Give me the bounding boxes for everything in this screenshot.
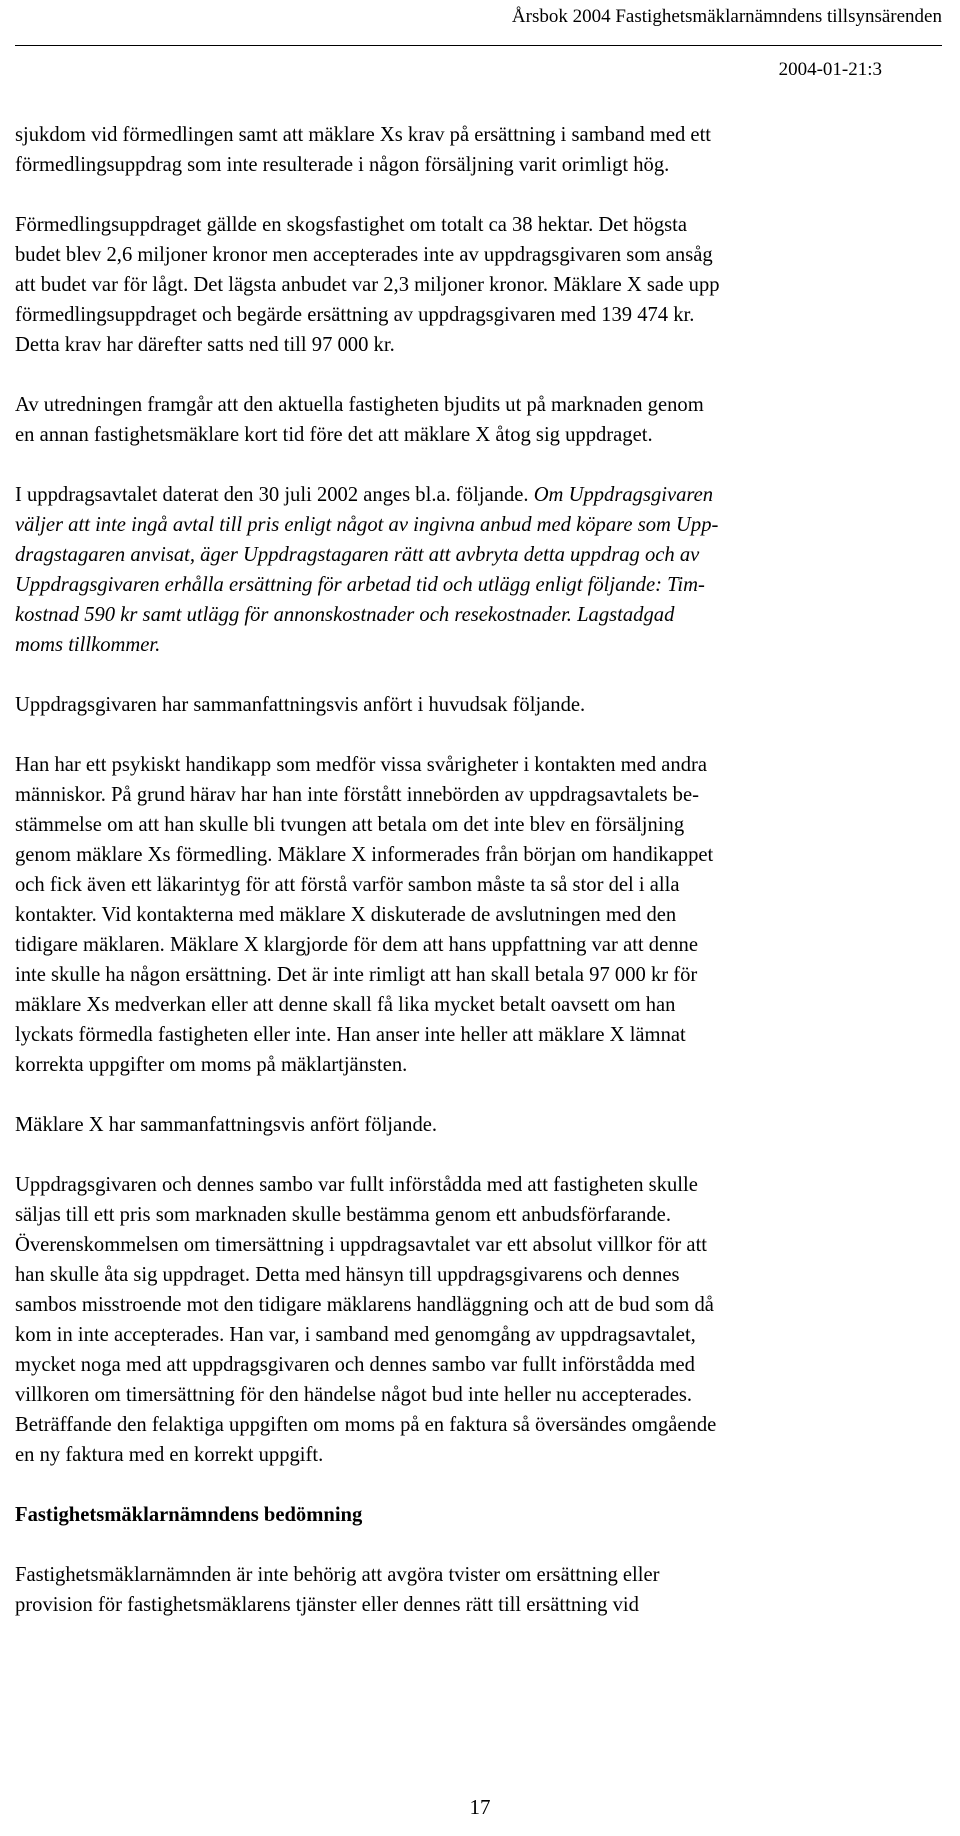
text-line: genom mäklare Xs förmedling. Mäklare X informerades från början om handikappet	[15, 844, 714, 866]
text-line: Han har ett psykiskt handikapp som medför vissa svårigheter i kontakten med andra	[15, 754, 708, 776]
text-line: budet blev 2,6 miljoner kronor men accepterades inte av uppdragsgivaren som ansåg	[15, 244, 713, 266]
text-line: Beträffande den felaktiga uppgiften om moms på en faktura så översändes omgående	[15, 1414, 717, 1436]
document-body	[15, 120, 950, 1650]
paragraph-assignment-facts	[15, 210, 950, 360]
quote-line: väljer att inte ingå avtal till pris enligt något av ingivna anbud med köpare som Upp-	[15, 514, 719, 536]
text-line: Uppdragsgivaren har sammanfattningsvis anfört i huvudsak följande.	[15, 694, 586, 716]
text-line: Överenskommelsen om timersättning i uppdragsavtalet var ett absolut villkor för att	[15, 1234, 708, 1256]
text-line: människor. På grund härav har han inte förstått innebörden av uppdragsavtalets be-	[15, 784, 699, 806]
text-line: stämmelse om att han skulle bli tvungen att betala om det inte blev en försäljning	[15, 814, 685, 836]
text-line: Uppdragsgivaren och dennes sambo var fullt införstådda med att fastigheten skulle	[15, 1174, 698, 1196]
paragraph-client-position	[15, 750, 950, 1080]
text-line: en ny faktura med en korrekt uppgift.	[15, 1444, 324, 1466]
contract-quote	[15, 484, 718, 656]
text-line: kontakter. Vid kontakterna med mäklare X diskuterade de avslutningen med den	[15, 904, 677, 926]
paragraph-investigation	[15, 390, 950, 450]
text-line: en annan fastighetsmäklare kort tid före det att mäklare X åtog sig uppdraget.	[15, 424, 653, 446]
quote-line: kostnad 590 kr samt utlägg för annonskostnader och resekostnader. Lagstadgad	[15, 604, 675, 626]
text-line: sambos misstroende mot den tidigare mäklarens handläggning och att de bud som då	[15, 1294, 714, 1316]
quote-line: Uppdragsgivaren erhålla ersättning för arbetad tid och utlägg enligt följande: Tim-	[15, 574, 705, 596]
text-line: mycket noga med att uppdragsgivaren och dennes sambo var fullt införstådda med	[15, 1354, 695, 1376]
quote-line: moms tillkommer.	[15, 634, 161, 656]
text-line: inte skulle ha någon ersättning. Det är inte rimligt att han skall betala 97 000 kr för	[15, 964, 698, 986]
paragraph-broker-intro	[15, 1110, 950, 1140]
text-line: kom in inte accepterades. Han var, i samband med genomgång av uppdragsavtalet,	[15, 1324, 696, 1346]
page-number: 17	[469, 1795, 491, 1819]
text-line: korrekta uppgifter om moms på mäklartjänsten.	[15, 1054, 408, 1076]
case-number: 2004-01-21:3	[778, 59, 882, 80]
text-line: säljas till ett pris som marknaden skulle bestämma genom ett anbudsförfarande.	[15, 1204, 671, 1226]
section-heading-assessment	[15, 1500, 950, 1530]
text-line: tidigare mäklaren. Mäklare X klargjorde för dem att hans uppfattning var att denne	[15, 934, 698, 956]
text-line: provision för fastighetsmäklarens tjänster eller dennes rätt till ersättning vid	[15, 1594, 639, 1616]
quote-line: Om Uppdragsgivaren	[533, 484, 714, 506]
text-line: mäklare Xs medverkan eller att denne skall få lika mycket betalt oavsett om han	[15, 994, 676, 1016]
quote-line: dragstagaren anvisat, äger Uppdragstagaren rätt att avbryta detta uppdrag och av	[15, 544, 700, 566]
header-rule	[15, 45, 942, 46]
text-line: Av utredningen framgår att den aktuella fastigheten bjudits ut på marknaden genom	[15, 394, 704, 416]
text-line: förmedlingsuppdraget och begärde ersättning av uppdragsgivaren med 139 474 kr.	[15, 304, 695, 326]
text-line: att budet var för lågt. Det lägsta anbudet var 2,3 miljoner kronor. Mäklare X sade upp	[15, 274, 720, 296]
running-header-title: Årsbok 2004 Fastighetsmäklarnämndens tillsynsärenden	[511, 6, 942, 27]
paragraph-broker-position	[15, 1170, 950, 1470]
paragraph-complaint-summary	[15, 120, 950, 180]
text-line: Mäklare X har sammanfattningsvis anfört följande.	[15, 1114, 438, 1136]
text-line: Förmedlingsuppdraget gällde en skogsfastighet om totalt ca 38 hektar. Det högsta	[15, 214, 688, 236]
paragraph-client-intro	[15, 690, 950, 720]
text-line: I uppdragsavtalet daterat den 30 juli 2002 anges bl.a. följande.	[15, 484, 534, 506]
paragraph-contract-terms	[15, 480, 950, 660]
text-line: lyckats förmedla fastigheten eller inte. Han anser inte heller att mäklare X lämnat	[15, 1024, 686, 1046]
text-line: och fick även ett läkarintyg för att förstå varför sambon måste ta så stor del i alla	[15, 874, 680, 896]
text-line: Fastighetsmäklarnämnden är inte behörig att avgöra tvister om ersättning eller	[15, 1564, 660, 1586]
text-line: han skulle åta sig uppdraget. Detta med hänsyn till uppdragsgivarens och dennes	[15, 1264, 680, 1286]
text-line: villkoren om timersättning för den händelse något bud inte heller nu accepterades.	[15, 1384, 693, 1406]
text-line: Detta krav har därefter satts ned till 97 000 kr.	[15, 334, 395, 356]
heading-text: Fastighetsmäklarnämndens bedömning	[15, 1504, 363, 1526]
paragraph-board-assessment	[15, 1560, 950, 1620]
text-line: sjukdom vid förmedlingen samt att mäklare Xs krav på ersättning i samband med ett	[15, 124, 712, 146]
text-line: förmedlingsuppdrag som inte resulterade i någon försäljning varit orimligt hög.	[15, 154, 670, 176]
